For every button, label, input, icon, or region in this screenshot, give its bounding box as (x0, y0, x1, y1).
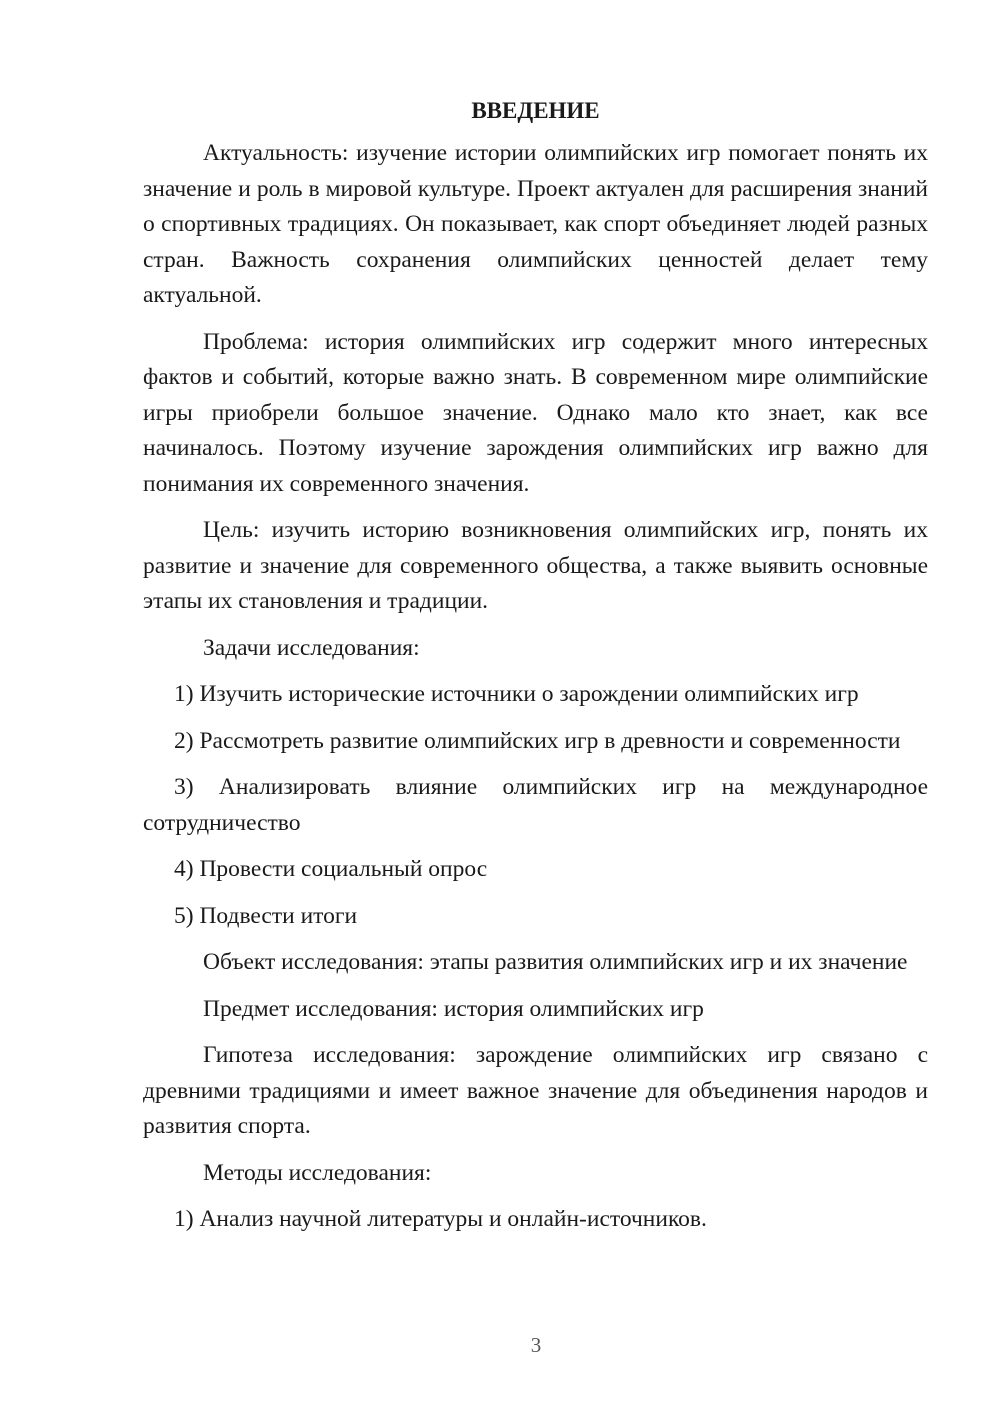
relevance-paragraph: Актуальность: изучение истории олимпийских игр помогает понять их значение и роль в мировой культуре. Проект актуален для расширения знаний о спортивных традициях. Он показывает, как спорт объединяет людей разных стран. Важность сохранения олимпийских ценностей делает тему актуальной. (143, 140, 928, 308)
method-item: 1) Анализ научной литературы и онлайн-источников. (174, 1206, 707, 1232)
section-title: ВВЕДЕНИЕ (471, 98, 600, 123)
object-paragraph: Объект исследования: этапы развития олимпийских игр и их значение (203, 949, 908, 975)
subject-paragraph: Предмет исследования: история олимпийских игр (203, 995, 704, 1022)
task-item: 3) Анализировать влияние олимпийских игр на международное сотрудничество (143, 774, 928, 836)
tasks-heading: Задачи исследования: (203, 634, 420, 661)
task-item: 2) Рассмотреть развитие олимпийских игр в древности и современности (174, 727, 901, 754)
methods-heading: Методы исследования: (203, 1159, 432, 1186)
page-content (143, 93, 928, 1249)
goal-paragraph: Цель: изучить историю возникновения олимпийских игр, понять их развитие и значение для современного общества, а также выявить основные этапы их становления и традиции. (143, 517, 928, 614)
task-item: 5) Подвести итоги (174, 902, 358, 929)
problem-paragraph: Проблема: история олимпийских игр содержит много интересных фактов и событий, которые важно знать. В современном мире олимпийские игры приобрели большое значение. Однако мало кто знает, как все начиналось. Поэтому изучение зарождения олимпийских игр важно для понимания их современного значения. (143, 328, 928, 497)
page-number: 3 (530, 1333, 542, 1357)
hypothesis-paragraph: Гипотеза исследования: зарождение олимпийских игр связано с древними традициями и имеет важное значение для объединения народов и развития спорта. (143, 1042, 928, 1139)
task-item: 1) Изучить исторические источники о зарождении олимпийских игр (174, 681, 859, 707)
task-item: 4) Провести социальный опрос (174, 856, 488, 882)
